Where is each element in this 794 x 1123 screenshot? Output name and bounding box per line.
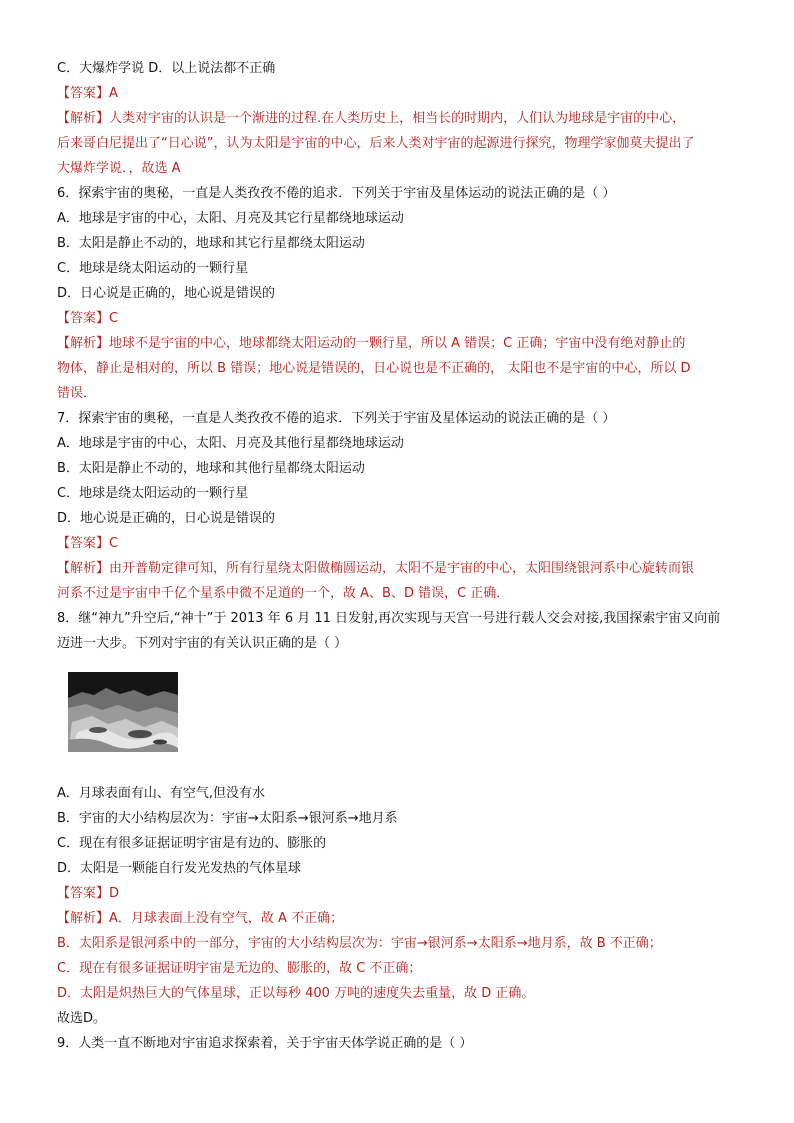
lunar-surface-photo [68,672,178,752]
q6-answer: 【答案】C [57,311,119,326]
q7-option-b: B．太阳是静止不动的，地球和其他行星都绕太阳运动 [57,461,365,476]
q7-option-d: D．地心说是正确的，日心说是错误的 [57,511,276,526]
q9-stem: 9．人类一直不断地对宇宙追求探索着，关于宇宙天体学说正确的是（ ） [57,1036,473,1051]
q7-answer: 【答案】C [57,536,119,551]
q5-analysis-line-3: 大爆炸学说．，故选 A [57,161,181,176]
q7-option-c: C．地球是绕太阳运动的一颗行星 [57,486,249,501]
q6-option-d: D．日心说是正确的，地心说是错误的 [57,286,276,301]
q6-analysis-line-1: 【解析】地球不是宇宙的中心，地球都绕太阳运动的一颗行星，所以 A 错误；C 正确；宇宙中没有绝对静止的 [57,336,686,351]
q8-analysis-line-2: B．太阳系是银河系中的一部分，宇宙的大小结构层次为：宇宙→银河系→太阳系→地月系，故 B 不正确； [57,936,662,951]
q7-analysis-line-1: 【解析】由开普勒定律可知，所有行星绕太阳做椭圆运动，太阳不是宇宙的中心，太阳围绕银河系中心旋转而银 [57,561,695,576]
q8-stem-line-1: 8．继“神九”升空后,“神十”于 2013 年 6 月 11 日发射,再次实现与天宫一号进行载人交会对接,我国探索宇宙又向前 [57,611,721,626]
q6-stem: 6．探索宇宙的奥秘，一直是人类孜孜不倦的追求．下列关于宇宙及星体运动的说法正确的是（ ） [57,186,616,201]
q6-option-b: B．太阳是静止不动的，地球和其它行星都绕太阳运动 [57,236,365,251]
q8-analysis-line-4: D．太阳是炽热巨大的气体星球，正以每秒 400 万吨的速度失去重量，故 D 正确。 [57,986,535,1001]
q5-analysis-line-2: 后来哥白尼提出了“日心说”，认为太阳是宇宙的中心，后来人类对宇宙的起源进行探究，物理学家伽莫夫提出了 [57,136,695,151]
q8-answer: 【答案】D [57,886,120,901]
q6-analysis-line-2: 物体，静止是相对的，所以 B 错误；地心说是错误的，日心说也是不正确的， 太阳也不是宇宙的中心，所以 D [57,361,691,376]
q8-analysis-line-1: 【解析】A．月球表面上没有空气，故 A 不正确； [57,911,344,926]
q7-option-a: A．地球是宇宙的中心，太阳、月亮及其他行星都绕地球运动 [57,436,404,451]
q7-analysis-line-2: 河系不过是宇宙中千亿个星系中微不足道的一个，故 A、B、D 错误，C 正确． [57,586,510,601]
q6-option-a: A．地球是宇宙的中心，太阳、月亮及其它行星都绕地球运动 [57,211,404,226]
q5-answer: 【答案】A [57,86,118,101]
q8-stem-line-2: 迈进一大步。下列对宇宙的有关认识正确的是（ ） [57,636,348,651]
q5-option-c-d: C．大爆炸学说 D．以上说法都不正确 [57,61,276,76]
q8-analysis-line-3: C．现在有很多证据证明宇宙是无边的、膨胀的，故 C 不正确； [57,961,422,976]
q8-option-d: D．太阳是一颗能自行发光发热的气体星球 [57,861,302,876]
q8-option-b: B．宇宙的大小结构层次为：宇宙→太阳系→银河系→地月系 [57,811,398,826]
q6-analysis-line-3: 错误． [57,386,97,401]
q8-conclusion: 故选D。 [57,1011,107,1026]
q6-option-c: C．地球是绕太阳运动的一颗行星 [57,261,249,276]
q5-analysis-line-1: 【解析】人类对宇宙的认识是一个渐进的过程.在人类历史上，相当长的时期内，人们认为地球是宇宙的中心， [57,111,686,126]
q7-stem: 7．探索宇宙的奥秘，一直是人类孜孜不倦的追求．下列关于宇宙及星体运动的说法正确的是（ ） [57,411,616,426]
q8-option-a: A．月球表面有山、有空气,但没有水 [57,786,266,801]
q8-option-c: C．现在有很多证据证明宇宙是有边的、膨胀的 [57,836,327,851]
